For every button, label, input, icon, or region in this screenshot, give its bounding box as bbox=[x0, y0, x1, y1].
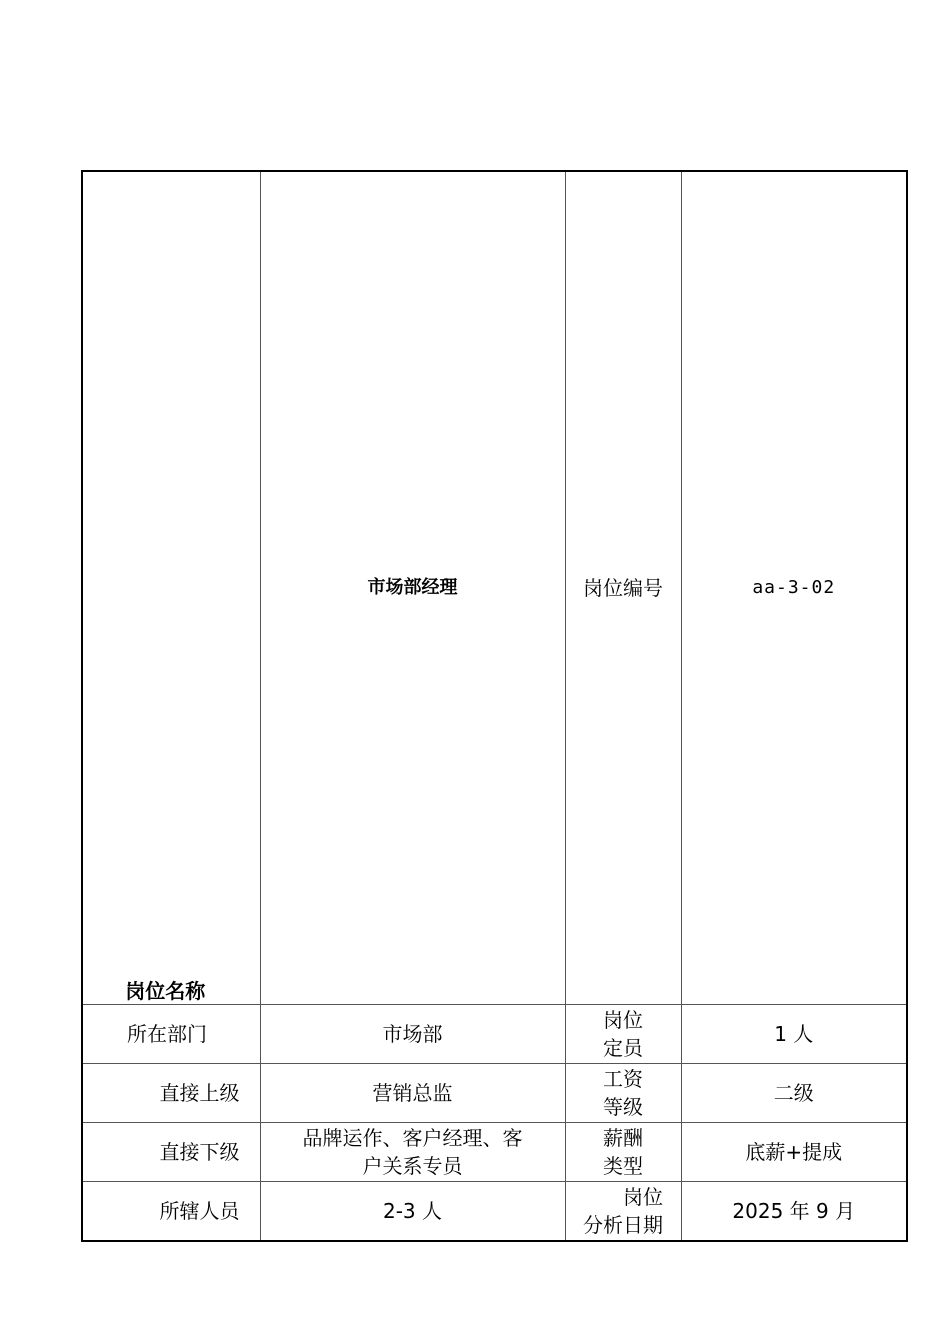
analysis-date-label-line1: 岗位 bbox=[623, 1185, 663, 1209]
salary-grade-value: 二级 bbox=[681, 1064, 907, 1123]
table-row bbox=[82, 171, 907, 1005]
headcount-label-line1: 岗位 bbox=[603, 1008, 643, 1032]
direct-subordinate-line2: 户关系专员 bbox=[362, 1154, 463, 1178]
salary-grade-label bbox=[565, 1064, 681, 1123]
direct-subordinate-value bbox=[260, 1123, 565, 1182]
position-name-value: 市场部经理 bbox=[260, 171, 565, 1005]
headcount-label bbox=[565, 1005, 681, 1064]
headcount-label-line2: 定员 bbox=[603, 1036, 643, 1060]
position-code-value: aa-3-02 bbox=[681, 171, 907, 1005]
table-row bbox=[82, 1005, 907, 1064]
pay-type-label bbox=[565, 1123, 681, 1182]
analysis-date-label bbox=[565, 1182, 681, 1242]
pay-type-label-line2: 类型 bbox=[603, 1154, 643, 1178]
department-value: 市场部 bbox=[260, 1005, 565, 1064]
job-description-table bbox=[81, 170, 908, 1242]
position-code-label: 岗位编号 bbox=[565, 171, 681, 1005]
direct-subordinate-label: 直接下级 bbox=[82, 1123, 260, 1182]
salary-grade-label-line2: 等级 bbox=[603, 1095, 643, 1119]
analysis-date-value: 2025 年 9 月 bbox=[681, 1182, 907, 1242]
staff-count-label: 所辖人员 bbox=[82, 1182, 260, 1242]
analysis-date-label-line2: 分析日期 bbox=[583, 1213, 663, 1237]
pay-type-label-line1: 薪酬 bbox=[603, 1126, 643, 1150]
headcount-value: 1 人 bbox=[681, 1005, 907, 1064]
pay-type-value: 底薪+提成 bbox=[681, 1123, 907, 1182]
direct-superior-value: 营销总监 bbox=[260, 1064, 565, 1123]
direct-subordinate-line1: 品牌运作、客户经理、客 bbox=[302, 1126, 523, 1150]
table-row bbox=[82, 1182, 907, 1242]
department-label: 所在部门 bbox=[82, 1005, 260, 1064]
direct-superior-label: 直接上级 bbox=[82, 1064, 260, 1123]
position-name-label: 岗位名称 bbox=[82, 171, 260, 1005]
table-row bbox=[82, 1123, 907, 1182]
salary-grade-label-line1: 工资 bbox=[603, 1067, 643, 1091]
table-row bbox=[82, 1064, 907, 1123]
staff-count-value: 2-3 人 bbox=[260, 1182, 565, 1242]
